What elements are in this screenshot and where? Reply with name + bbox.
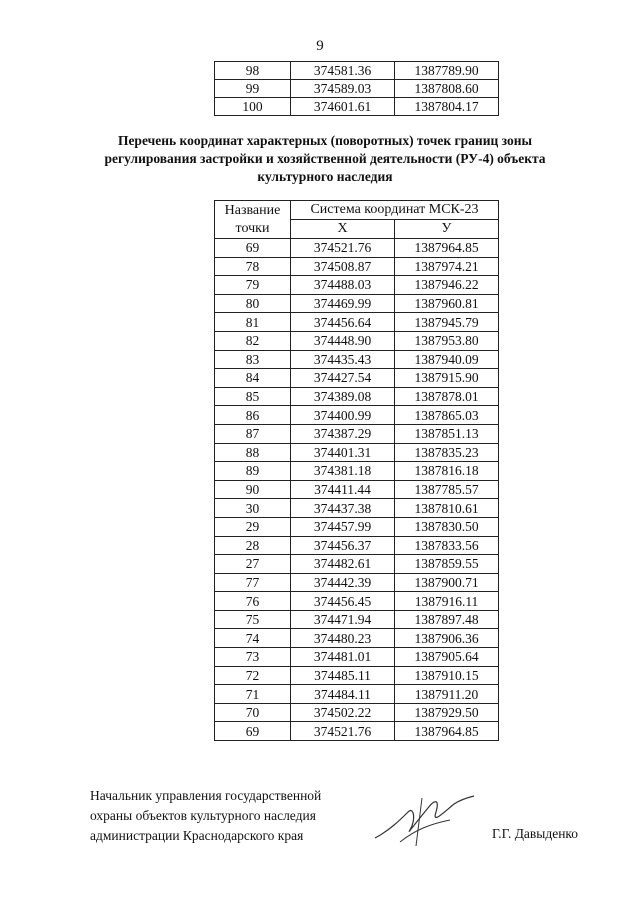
table-row bbox=[215, 80, 499, 98]
x-coordinate-cell: 374481.01 bbox=[291, 648, 395, 667]
y-coordinate-cell: 1387929.50 bbox=[395, 703, 499, 722]
y-coordinate-cell: 1387916.11 bbox=[395, 592, 499, 611]
y-coordinate-cell: 1387953.80 bbox=[395, 331, 499, 350]
x-coordinate-cell: 374485.11 bbox=[291, 666, 395, 685]
x-coordinate-cell: 374442.39 bbox=[291, 573, 395, 592]
point-name-cell: 84 bbox=[215, 369, 291, 388]
x-coordinate-cell: 374400.99 bbox=[291, 406, 395, 425]
signature-position-line-2: охраны объектов культурного наследия bbox=[90, 808, 316, 823]
x-coordinate-cell: 374456.45 bbox=[291, 592, 395, 611]
point-name-cell: 88 bbox=[215, 443, 291, 462]
y-coordinate-cell: 1387810.61 bbox=[395, 499, 499, 518]
page-number: 9 bbox=[316, 38, 324, 54]
title-line-1: Перечень координат характерных (поворотных) точек границ зоны bbox=[117, 133, 533, 148]
x-coordinate-cell: 374411.44 bbox=[291, 480, 395, 499]
x-coordinate-cell: 374401.31 bbox=[291, 443, 395, 462]
top-table-body bbox=[215, 62, 499, 116]
y-coordinate-cell: 1387785.57 bbox=[395, 480, 499, 499]
y-coordinate-cell: 1387878.01 bbox=[395, 387, 499, 406]
x-coordinate-cell: 374381.18 bbox=[291, 462, 395, 481]
signatory-name: Г.Г. Давыденко bbox=[492, 826, 579, 841]
x-coordinate-cell: 374427.54 bbox=[291, 369, 395, 388]
coordinates-table-body bbox=[215, 239, 499, 741]
table-row bbox=[215, 685, 499, 704]
point-name-cell: 30 bbox=[215, 499, 291, 518]
point-name-cell: 86 bbox=[215, 406, 291, 425]
signature-block bbox=[90, 786, 321, 846]
table-row bbox=[215, 294, 499, 313]
y-coordinate-cell: 1387789.90 bbox=[395, 62, 499, 80]
table-row bbox=[215, 536, 499, 555]
point-name-cell: 77 bbox=[215, 573, 291, 592]
x-coordinate-cell: 374488.03 bbox=[291, 276, 395, 295]
x-coordinate-cell: 374480.23 bbox=[291, 629, 395, 648]
x-coordinate-cell: 374448.90 bbox=[291, 331, 395, 350]
y-coordinate-cell: 1387830.50 bbox=[395, 517, 499, 536]
y-coordinate-cell: 1387816.18 bbox=[395, 462, 499, 481]
x-coordinate-cell: 374484.11 bbox=[291, 685, 395, 704]
table-row bbox=[215, 62, 499, 80]
table-row bbox=[215, 239, 499, 258]
table-row bbox=[215, 406, 499, 425]
y-coordinate-cell: 1387946.22 bbox=[395, 276, 499, 295]
table-row bbox=[215, 313, 499, 332]
point-name-cell: 89 bbox=[215, 462, 291, 481]
x-coordinate-cell: 374387.29 bbox=[291, 424, 395, 443]
point-name-cell: 74 bbox=[215, 629, 291, 648]
point-name-cell: 98 bbox=[215, 62, 291, 80]
table-row bbox=[215, 257, 499, 276]
y-coordinate-cell: 1387960.81 bbox=[395, 294, 499, 313]
point-name-cell: 99 bbox=[215, 80, 291, 98]
x-coordinate-cell: 374581.36 bbox=[291, 62, 395, 80]
document-title bbox=[80, 132, 570, 186]
y-coordinate-cell: 1387865.03 bbox=[395, 406, 499, 425]
y-coordinate-cell: 1387835.23 bbox=[395, 443, 499, 462]
point-name-cell: 75 bbox=[215, 610, 291, 629]
header-point-name: Название точки bbox=[215, 201, 291, 239]
point-name-cell: 100 bbox=[215, 98, 291, 116]
x-coordinate-cell: 374521.76 bbox=[291, 239, 395, 258]
x-coordinate-cell: 374469.99 bbox=[291, 294, 395, 313]
table-row bbox=[215, 517, 499, 536]
x-coordinate-cell: 374435.43 bbox=[291, 350, 395, 369]
x-coordinate-cell: 374502.22 bbox=[291, 703, 395, 722]
point-name-cell: 87 bbox=[215, 424, 291, 443]
table-row bbox=[215, 424, 499, 443]
y-coordinate-cell: 1387915.90 bbox=[395, 369, 499, 388]
y-coordinate-cell: 1387833.56 bbox=[395, 536, 499, 555]
x-coordinate-cell: 374437.38 bbox=[291, 499, 395, 518]
table-row bbox=[215, 443, 499, 462]
y-coordinate-cell: 1387940.09 bbox=[395, 350, 499, 369]
y-coordinate-cell: 1387906.36 bbox=[395, 629, 499, 648]
header-coordinate-system: Система координат МСК-23 bbox=[291, 201, 499, 220]
header-x: Х bbox=[291, 220, 395, 239]
table-row bbox=[215, 462, 499, 481]
table-row bbox=[215, 648, 499, 667]
point-name-cell: 78 bbox=[215, 257, 291, 276]
point-name-cell: 72 bbox=[215, 666, 291, 685]
signature-position-line-1: Начальник управления государственной bbox=[90, 788, 322, 803]
point-name-cell: 82 bbox=[215, 331, 291, 350]
table-row bbox=[215, 629, 499, 648]
point-name-cell: 90 bbox=[215, 480, 291, 499]
point-name-cell: 79 bbox=[215, 276, 291, 295]
point-name-cell: 73 bbox=[215, 648, 291, 667]
table-row bbox=[215, 350, 499, 369]
x-coordinate-cell: 374456.64 bbox=[291, 313, 395, 332]
point-name-cell: 69 bbox=[215, 722, 291, 741]
top-coordinates-table bbox=[214, 61, 499, 116]
coordinates-table-header bbox=[215, 201, 499, 239]
title-line-2: регулирования застройки и хозяйственной деятельности (РУ-4) объекта bbox=[104, 151, 546, 166]
table-row bbox=[215, 610, 499, 629]
signature-position-line-3: администрации Краснодарского края bbox=[90, 828, 304, 843]
point-name-cell: 81 bbox=[215, 313, 291, 332]
x-coordinate-cell: 374482.61 bbox=[291, 555, 395, 574]
table-row bbox=[215, 331, 499, 350]
y-coordinate-cell: 1387974.21 bbox=[395, 257, 499, 276]
table-row bbox=[215, 722, 499, 741]
y-coordinate-cell: 1387911.20 bbox=[395, 685, 499, 704]
y-coordinate-cell: 1387964.85 bbox=[395, 239, 499, 258]
handwritten-signature bbox=[370, 790, 480, 850]
title-line-3: культурного наследия bbox=[257, 169, 393, 184]
x-coordinate-cell: 374389.08 bbox=[291, 387, 395, 406]
table-row bbox=[215, 703, 499, 722]
x-coordinate-cell: 374457.99 bbox=[291, 517, 395, 536]
y-coordinate-cell: 1387945.79 bbox=[395, 313, 499, 332]
table-row bbox=[215, 592, 499, 611]
x-coordinate-cell: 374508.87 bbox=[291, 257, 395, 276]
x-coordinate-cell: 374589.03 bbox=[291, 80, 395, 98]
coordinates-table bbox=[214, 200, 499, 741]
table-row bbox=[215, 369, 499, 388]
point-name-cell: 27 bbox=[215, 555, 291, 574]
point-name-cell: 70 bbox=[215, 703, 291, 722]
table-row bbox=[215, 666, 499, 685]
point-name-cell: 29 bbox=[215, 517, 291, 536]
point-name-cell: 76 bbox=[215, 592, 291, 611]
point-name-cell: 80 bbox=[215, 294, 291, 313]
y-coordinate-cell: 1387910.15 bbox=[395, 666, 499, 685]
table-row bbox=[215, 499, 499, 518]
table-row bbox=[215, 276, 499, 295]
y-coordinate-cell: 1387804.17 bbox=[395, 98, 499, 116]
y-coordinate-cell: 1387900.71 bbox=[395, 573, 499, 592]
x-coordinate-cell: 374456.37 bbox=[291, 536, 395, 555]
point-name-cell: 28 bbox=[215, 536, 291, 555]
x-coordinate-cell: 374601.61 bbox=[291, 98, 395, 116]
point-name-cell: 71 bbox=[215, 685, 291, 704]
table-row bbox=[215, 480, 499, 499]
x-coordinate-cell: 374521.76 bbox=[291, 722, 395, 741]
y-coordinate-cell: 1387905.64 bbox=[395, 648, 499, 667]
table-row bbox=[215, 555, 499, 574]
y-coordinate-cell: 1387851.13 bbox=[395, 424, 499, 443]
x-coordinate-cell: 374471.94 bbox=[291, 610, 395, 629]
y-coordinate-cell: 1387964.85 bbox=[395, 722, 499, 741]
table-row bbox=[215, 387, 499, 406]
y-coordinate-cell: 1387808.60 bbox=[395, 80, 499, 98]
table-row bbox=[215, 573, 499, 592]
y-coordinate-cell: 1387859.55 bbox=[395, 555, 499, 574]
y-coordinate-cell: 1387897.48 bbox=[395, 610, 499, 629]
point-name-cell: 83 bbox=[215, 350, 291, 369]
table-row bbox=[215, 98, 499, 116]
point-name-cell: 69 bbox=[215, 239, 291, 258]
header-y: У bbox=[395, 220, 499, 239]
point-name-cell: 85 bbox=[215, 387, 291, 406]
